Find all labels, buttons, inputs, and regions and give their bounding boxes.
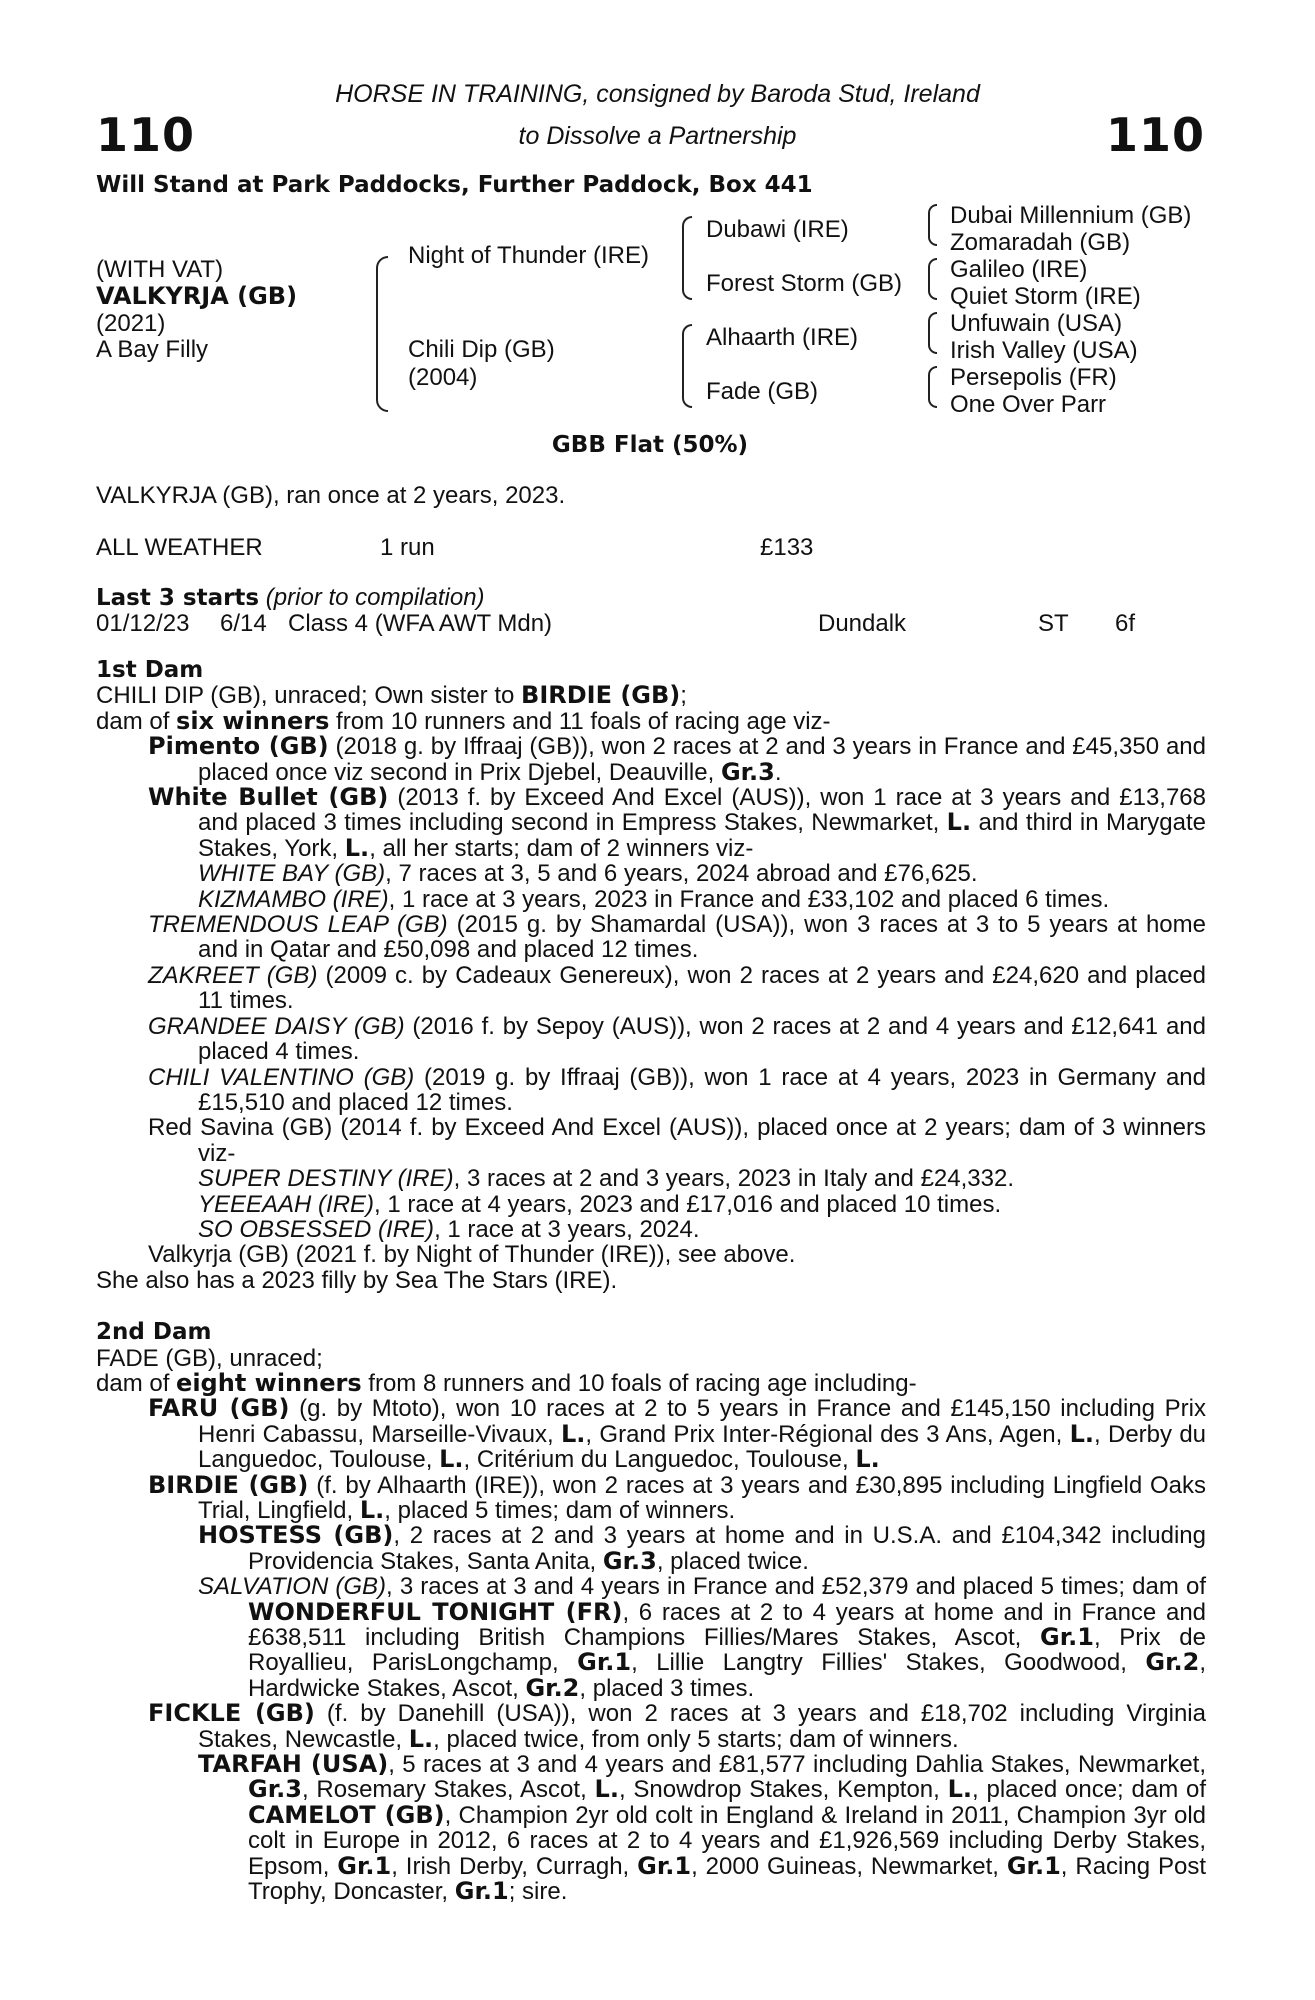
punct: ; [680,682,687,710]
faru-text-c: , Derby du Languedoc, Toulouse, [198,1420,1207,1474]
tarfah-name: TARFAH (USA) [198,1750,389,1779]
tarfah-text-i: ; sire. [508,1878,568,1906]
grade-mark: Gr.3 [602,1546,657,1575]
wb-text-c: , all her starts; dam of 2 winners viz- [369,834,754,862]
pedigree-brace-ss [928,204,937,246]
ped-sds: Galileo (IRE) [950,256,1088,283]
second-dam-heading: 2nd Dam [96,1319,212,1346]
lot-number-left: 110 [96,108,196,162]
salvation-text-f: , placed 3 times. [579,1674,755,1702]
ped-ssd: Zomaradah (GB) [950,229,1131,256]
white-bullet-name: White Bullet (GB) [148,783,389,812]
entry-valkyrja: Valkyrja (GB) (2021 f. by Night of Thunder (IRE)), see above. [148,1241,796,1269]
hostess-name: HOSTESS (GB) [198,1521,394,1550]
header-line2: to Dissolve a Partnership [518,122,797,150]
hostess-text-a: , 2 races at 2 and 3 years at home and in U.S.A. and £104,342 including Providencia Stakes, Santa Anita, [248,1522,1206,1575]
entry-hostess [198,1523,1206,1574]
entry-salvation [198,1574,1206,1701]
entry-tremendous-leap [148,912,1206,963]
salvation-name: SALVATION (GB) [198,1573,387,1601]
dam-sire: Alhaarth (IRE) [706,324,859,351]
grade-mark: Gr.1 [637,1851,692,1880]
so-obsessed-text: , 1 race at 3 years, 2024. [434,1215,700,1243]
start-race: Class 4 (WFA AWT Mdn) [288,610,553,637]
section-spacer [96,1293,1206,1320]
faru-text-b: , Grand Prix Inter-Régional des 3 Ans, Agen, [585,1420,1070,1448]
listed-mark: L. [408,1724,434,1753]
fickle-name: FICKLE (GB) [148,1699,315,1728]
so-obsessed-name: SO OBSESSED (IRE) [198,1215,435,1243]
tarfah-text-f: , Irish Derby, Curragh, [391,1852,638,1880]
white-bay-name: WHITE BAY (GB) [198,860,386,888]
tarfah-text-d: , placed once; dam of [972,1776,1206,1804]
listed-mark: L. [359,1496,385,1524]
lot-number-right: 110 [1105,108,1205,162]
birdie-name: BIRDIE (GB) [148,1470,309,1499]
tarfah-text-e: , Champion 2yr old colt in England & Ireland in 2011, Champion 3yr old colt in Europe in 2012, 6 races at 2 to 4 years and £1,926,569 including Derby Stakes, Epsom, [248,1801,1207,1880]
faru-text-a: (g. by Mtoto), won 10 races at 2 to 5 years in France and £145,150 including Prix Henri Cabassu, Marseille-Vivaux, [198,1395,1206,1448]
grade-mark: Gr.3 [248,1775,302,1804]
vat-note: (WITH VAT) [96,256,224,283]
entry-kizmambo [198,887,1206,912]
entry-chili-valentino [148,1065,1206,1116]
salvation-text-e: , Hardwicke Stakes, Ascot, [248,1649,1206,1702]
dam-name: Chili Dip (GB) [408,336,555,363]
entry-grandee-daisy [148,1014,1206,1065]
hostess-text-b: , placed twice. [656,1547,809,1575]
grade-mark: Gr.1 [337,1851,392,1880]
last-starts-note: (prior to compilation) [265,584,485,611]
listed-mark: L. [561,1419,586,1448]
entry-red-savina: Red Savina (GB) (2014 f. by Exceed And Excel (AUS)), placed once at 2 years; dam of 3 winners viz- [148,1114,1206,1167]
kizmambo-name: KIZMAMBO (IRE) [198,885,389,913]
also-note: She also has a 2023 filly by Sea The Stars (IRE). [96,1266,618,1294]
pedigree-brace-sd [928,258,937,300]
faru-text-d: , Critérium du Languedoc, Toulouse, [463,1446,856,1474]
last-starts-heading [96,584,485,612]
sire-name: Night of Thunder (IRE) [408,242,649,269]
pimento-grade: Gr.3 [720,757,775,786]
second-dam-line1: FADE (GB), unraced; [96,1344,323,1372]
kizmambo-text: , 1 race at 3 years, 2023 in France and £33,102 and placed 6 times. [388,885,1110,913]
record-surface: ALL WEATHER [96,534,263,561]
pedigree-brace-sire [682,216,692,300]
ped-ddd: One Over Parr [950,391,1107,418]
birdie-text-a: (f. by Alhaarth (IRE)), won 2 races at 3 years and £30,895 including Lingfield Oaks Trial, Lingfield, [198,1471,1207,1524]
last-starts-title: Last 3 starts [96,585,260,611]
tarfah-text-a: , 5 races at 3 and 4 years and £81,577 including Dahlia Stakes, Newmarket, [388,1751,1206,1779]
camelot-name: CAMELOT (GB) [248,1800,445,1829]
chili-valentino-name: CHILI VALENTINO (GB) [148,1063,415,1091]
entry-faru [148,1396,1206,1472]
start-course: Dundalk [818,610,907,637]
fickle-text-b: , placed twice, from only 5 starts; dam of winners. [433,1725,959,1753]
zakreet-name: ZAKREET (GB) [148,961,318,989]
grade-mark: Gr.1 [577,1648,632,1677]
start-going: ST [1038,610,1069,637]
pedigree-brace-main [376,256,388,412]
dam-of: dam of [96,707,177,735]
first-dam-heading: 1st Dam [96,657,204,683]
super-destiny-text: , 3 races at 2 and 3 years, 2023 in Italy and £24,332. [453,1165,1014,1193]
zakreet-text: (2009 c. by Cadeaux Genereux), won 2 races at 2 years and £24,620 and placed 11 times. [198,961,1206,1015]
listed-mark: L. [439,1445,464,1474]
start-distance: 6f [1115,610,1136,637]
first-dam-line1 [96,683,1206,708]
pedigree-brace-dd [928,366,937,408]
second-dam-line2 [96,1368,1206,1397]
punct: . [774,758,782,786]
pedigree-brace-dam [682,324,692,408]
entry-super-destiny [198,1166,1206,1191]
horse-description: A Bay Filly [96,336,209,363]
start-position: 6/14 [220,610,267,637]
entry-yeeeaah [198,1192,1206,1217]
entry-tarfah [198,1752,1206,1904]
ped-dsd: Irish Valley (USA) [950,337,1138,364]
wb-text-b: and third in Marygate Stakes, York, [198,809,1206,862]
entry-pimento [148,734,1206,785]
grandee-daisy-text: (2016 f. by Sepoy (AUS)), won 2 races at 2 and 4 years and £12,641 and placed 4 times. [198,1012,1206,1066]
entry-white-bay [198,861,1206,886]
salvation-text-c: , Prix de Royallieu, ParisLongchamp, [248,1624,1206,1677]
tarfah-text-c: , Snowdrop Stakes, Kempton, [618,1776,948,1804]
pedigree-brace-ds [928,312,937,354]
produce-record [96,658,1206,1905]
salvation-text-a: , 3 races at 3 and 4 years in France and £52,379 and placed 5 times; dam of [386,1573,1206,1601]
sire-dam: Forest Storm (GB) [706,270,903,297]
yeeeaah-name: YEEEAAH (IRE) [198,1190,375,1218]
pimento-name: Pimento (GB) [148,732,329,761]
dam-year: (2004) [408,364,478,391]
header-line1: HORSE IN TRAINING, consigned by Baroda Stud, Ireland [335,80,980,108]
salvation-text-b: , 6 races at 2 to 4 years at home and in France and £638,511 including British Champions Fillies/Mares Stakes, Ascot, [248,1598,1207,1652]
record-earnings: £133 [760,534,814,561]
tarfah-text-h: , Racing Post Trophy, Doncaster, [248,1852,1207,1906]
tarfah-text-g: , 2000 Guineas, Newmarket, [691,1852,1007,1880]
chili-valentino-text: (2019 g. by Iffraaj (GB)), won 1 race at 4 years, 2023 in Germany and £15,510 and placed 12 times. [198,1063,1206,1116]
runners-text: from 10 runners and 11 foals of racing age viz- [329,707,831,735]
stand-location: Will Stand at Park Paddocks, Further Paddock, Box 441 [96,172,813,198]
winners-count: eight winners [176,1368,362,1397]
grade-mark: Gr.2 [525,1673,580,1702]
listed-mark: L. [594,1775,619,1804]
entry-white-bullet [148,785,1206,861]
birdie-text-b: , placed 5 times; dam of winners. [384,1497,736,1524]
listed-mark: L. [946,808,972,837]
winners-count: six winners [176,706,330,735]
tarfah-text-b: , Rosemary Stakes, Ascot, [301,1776,595,1804]
entry-birdie [148,1470,1207,1524]
grade-mark: Gr.2 [1145,1648,1200,1677]
tremendous-leap-name: TREMENDOUS LEAP (GB) [148,911,448,939]
sire-sire: Dubawi (IRE) [706,216,849,243]
grade-mark: Gr.1 [1006,1851,1061,1880]
first-dam-line2 [96,706,1206,735]
entry-so-obsessed [198,1217,1206,1242]
dam-of: dam of [96,1369,177,1397]
wb-text-a: (2013 f. by Exceed And Excel (AUS)), won 1 race at 3 years and £13,768 and placed 3 times including second in Empress Stakes, Newmarket, [198,784,1207,837]
faru-name: FARU (GB) [148,1394,290,1423]
listed-mark: L. [947,1775,973,1804]
birdie-ref: BIRDIE (GB) [521,681,681,710]
race-summary: VALKYRJA (GB), ran once at 2 years, 2023. [96,482,566,509]
yeeeaah-text: , 1 race at 4 years, 2023 and £17,016 and placed 10 times. [374,1190,1002,1218]
horse-name: VALKYRJA (GB) [96,282,298,310]
ped-sdd: Quiet Storm (IRE) [950,283,1141,310]
grade-mark: Gr.1 [454,1877,509,1906]
dam-dam: Fade (GB) [706,378,819,405]
rating: GBB Flat (50%) [551,432,749,458]
first-dam-text: CHILI DIP (GB), unraced; Own sister to [96,682,522,710]
pimento-text: (2018 g. by Iffraaj (GB)), won 2 races at 2 and 3 years in France and £45,350 and placed once viz second in Prix Djebel, Deauville, [198,733,1206,786]
runners-text: from 8 runners and 10 foals of racing age including- [361,1369,917,1397]
super-destiny-name: SUPER DESTINY (IRE) [198,1165,454,1193]
entry-fickle [148,1701,1206,1752]
salvation-text-d: , Lillie Langtry Fillies' Stakes, Goodwood, [631,1649,1146,1677]
listed-mark: L. [344,833,370,862]
listed-mark: L. [855,1445,880,1474]
white-bay-text: , 7 races at 3, 5 and 6 years, 2024 abroad and £76,625. [385,860,978,888]
record-runs: 1 run [380,534,435,561]
start-date: 01/12/23 [96,610,190,637]
wonderful-tonight-name: WONDERFUL TONIGHT (FR) [248,1597,623,1626]
fickle-text-a: (f. by Danehill (USA)), won 2 races at 3 years and £18,702 including Virginia Stakes, Newcastle, [198,1700,1206,1753]
ped-dds: Persepolis (FR) [950,364,1117,391]
tremendous-leap-text: (2015 g. by Shamardal (USA)), won 3 races at 3 to 5 years at home and in Qatar and £50,098 and placed 12 times. [198,911,1206,964]
ped-dss: Unfuwain (USA) [950,310,1123,337]
entry-zakreet [148,963,1206,1014]
grandee-daisy-name: GRANDEE DAISY (GB) [148,1012,405,1040]
grade-mark: Gr.1 [1040,1623,1094,1652]
listed-mark: L. [1069,1419,1094,1448]
horse-year: (2021) [96,310,166,337]
ped-sss: Dubai Millennium (GB) [950,202,1192,229]
